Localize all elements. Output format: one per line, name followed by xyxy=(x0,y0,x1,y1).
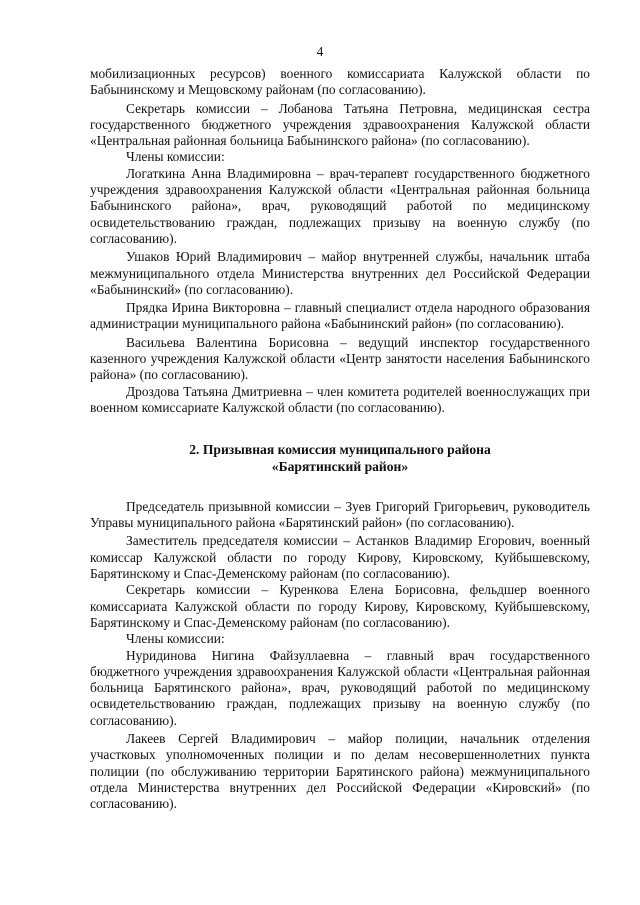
paragraph-member-lakeev: Лакеев Сергей Владимирович – майор полиции, начальник отделения участковых уполномоченных полиции и по делам несовершеннолетних пункта полиции (по обслуживанию территории Барятинского района) межмуниципального отдела Министерства внутренних дел Российской Федерации «Кировский» (по согласованию). xyxy=(90,730,590,812)
paragraph-members-heading: Члены комиссии: xyxy=(126,149,225,165)
paragraph-member-vasilyeva: Васильева Валентина Борисовна – ведущий инспектор государственного казенного учреждения Калужской области «Центр занятости населения Бабынинского района» (по согласованию). xyxy=(90,334,590,383)
paragraph-members-heading-2: Члены комиссии: xyxy=(126,631,225,647)
paragraph-member-logatkina: Логаткина Анна Владимировна – врач-терапевт государственного бюджетного учреждения здравоохранения Калужской области «Центральная районная больница Бабынинского района», врач, руководящий работой по медицинскому освидетельствованию граждан, подлежащих призыву на военную службу (по согласованию). xyxy=(90,165,590,246)
paragraph-secretary-kurenkova: Секретарь комиссии – Куренкова Елена Борисовна, фельдшер военного комиссариата Калужской области по городу Кирову, Кировскому, Куйбышевскому, Барятинскому и Спас-Деменскому районам (по согласованию). xyxy=(90,582,590,630)
paragraph-member-ushakov: Ушаков Юрий Владимирович – майор внутренней службы, начальник штаба межмуниципального отдела Министерства внутренних дел Российской Федерации «Бабынинский» (по согласованию). xyxy=(90,249,590,297)
paragraph-deputy-astankov: Заместитель председателя комиссии – Астанков Владимир Егорович, военный комиссар Калужской области по городу Кирову, Кировскому, Куйбышевскому, Барятинскому и Спас-Деменскому районам (по согласованию). xyxy=(90,533,590,582)
section-heading-line-2: «Барятинский район» xyxy=(271,458,409,474)
paragraph-mobilization-resources: мобилизационных ресурсов) военного комиссариата Калужской области по Бабынинскому и Мещовскому районам (по согласованию). xyxy=(90,66,590,98)
paragraph-chairman-zuev: Председатель призывной комиссии – Зуев Григорий Григорьевич, руководитель Управы муниципального района «Барятинский район» (по согласованию). xyxy=(90,498,590,531)
paragraph-secretary-lobanova: Секретарь комиссии – Лобанова Татьяна Петровна, медицинская сестра государственного бюджетного учреждения здравоохранения Калужской области «Центральная районная больница Бабынинского района» (по согласованию). xyxy=(90,100,590,149)
section-heading xyxy=(90,442,590,475)
paragraph-member-nuridinova: Нуридинова Нигина Файзуллаевна – главный врач государственного бюджетного учреждения здравоохранения Калужской области «Центральная районная больница Барятинского района», врач, руководящий работой по медицинскому освидетельствованию граждан, подлежащих призыву на военную службу (по согласованию). xyxy=(90,647,590,728)
document-body xyxy=(90,66,590,812)
section-heading-line-1: 2. Призывная комиссия муниципального района xyxy=(189,442,491,458)
paragraph-member-drozdova: Дроздова Татьяна Дмитриевна – член комитета родителей военнослужащих при военном комиссариате Калужской области (по согласованию). xyxy=(90,383,590,415)
page-number: 4 xyxy=(316,44,324,59)
paragraph-member-pryadka: Прядка Ирина Викторовна – главный специалист отдела народного образования администрации муниципального района «Бабынинский район» (по согласованию). xyxy=(90,300,590,332)
